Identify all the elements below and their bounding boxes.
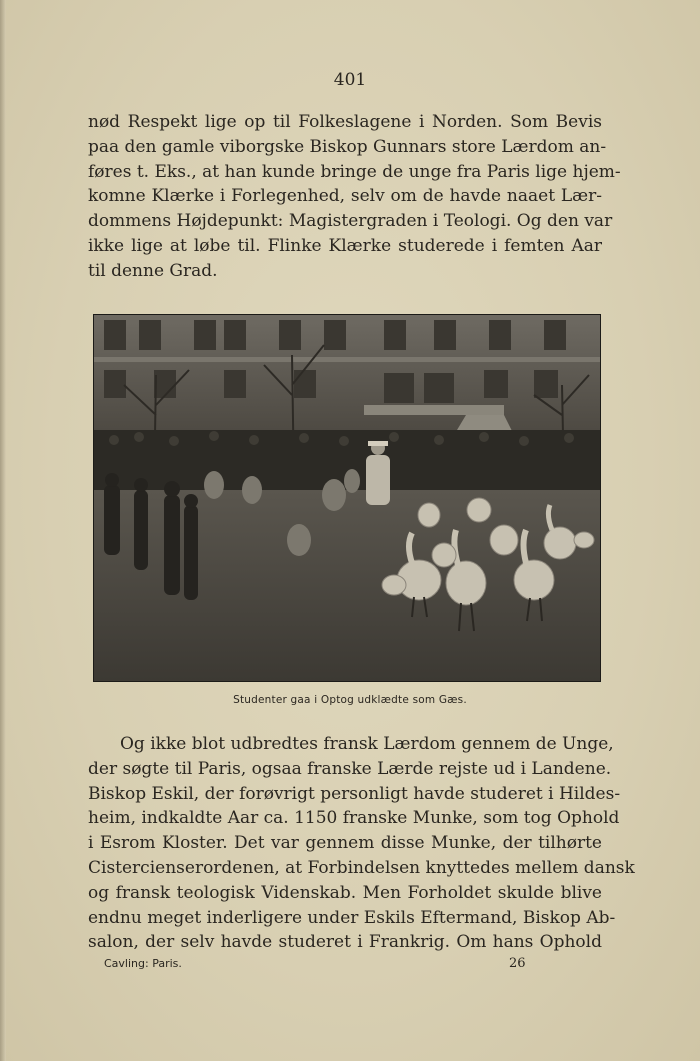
text-line: endnu meget inderligere under Eskils Eftermand, Biskop Ab- — [88, 907, 616, 928]
text-line: Biskop Eskil, der forøvrigt personligt havde studeret i Hildes- — [88, 783, 621, 804]
paragraph-2 — [88, 732, 635, 955]
text-line: salon, der selv havde studeret i Frankrig. Om hans Ophold — [88, 932, 602, 953]
text-line: i Esrom Kloster. Det var gennem disse Munke, der tilhørte — [88, 833, 602, 854]
footer-sheet-number: 26 — [509, 956, 526, 971]
text-line: heim, indkaldte Aar ca. 1150 franske Munke, som tog Ophold — [88, 808, 620, 829]
page-number: 401 — [333, 70, 367, 90]
text-line: til denne Grad. — [88, 260, 218, 281]
text-line: Og ikke blot udbredtes fransk Lærdom gennem de Unge, — [120, 734, 614, 754]
text-line: føres t. Eks., at han kunde bringe de unge fra Paris lige hjem- — [88, 161, 621, 182]
text-line: og fransk teologisk Videnskab. Men Forholdet skulde blive — [88, 882, 602, 903]
text-line: dommens Højdepunkt: Magistergraden i Teologi. Og den var — [88, 211, 613, 232]
text-line: nød Respekt lige op til Folkeslagene i Norden. Som Bevis — [88, 112, 602, 132]
photo-illustration — [94, 315, 600, 681]
text-line: ikke lige at løbe til. Flinke Klærke studerede i femten Aar — [88, 235, 602, 256]
text-line: Cistercienserordenen, at Forbindelsen knyttedes mellem dansk — [88, 857, 635, 878]
text-line: der søgte til Paris, ogsaa franske Lærde rejste ud i Landene. — [88, 758, 612, 779]
text-line: paa den gamle viborgske Biskop Gunnars store Lærdom an- — [88, 136, 607, 157]
photograph-students-dressed-as-geese — [93, 314, 601, 682]
text-line: komne Klærke i Forlegenhed, selv om de havde naaet Lær- — [88, 186, 602, 207]
page-edge — [0, 0, 6, 1061]
figure-caption: Studenter gaa i Optog udklædte som Gæs. — [233, 694, 467, 706]
paragraph-1 — [88, 110, 621, 284]
footer-signature: Cavling: Paris. — [104, 957, 182, 970]
